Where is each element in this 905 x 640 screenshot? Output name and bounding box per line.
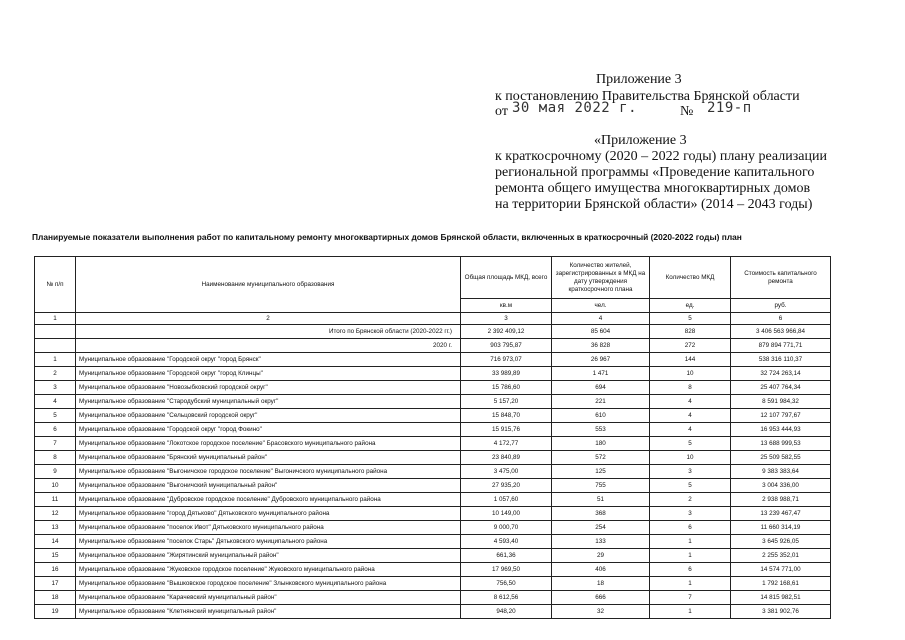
residents-cell: 26 967 bbox=[552, 353, 650, 367]
count-cell: 3 bbox=[650, 465, 731, 479]
appendix-block bbox=[495, 133, 827, 213]
appendix-line: к краткосрочному (2020 – 2022 годы) плану реализации bbox=[495, 149, 827, 164]
row-number: 11 bbox=[35, 493, 76, 507]
municipality-name: Муниципальное образование "Дубровское городское поселение" Дубровского муниципального района bbox=[76, 493, 461, 507]
column-number: 4 bbox=[552, 313, 650, 325]
row-number: 4 bbox=[35, 395, 76, 409]
row-number: 2 bbox=[35, 367, 76, 381]
cost-cell: 3 381 902,76 bbox=[731, 605, 831, 619]
count-cell: 2 bbox=[650, 493, 731, 507]
cost-cell: 11 660 314,19 bbox=[731, 521, 831, 535]
year-area: 903 795,87 bbox=[461, 339, 552, 353]
area-cell: 4 593,40 bbox=[461, 535, 552, 549]
area-cell: 33 989,89 bbox=[461, 367, 552, 381]
cost-cell: 9 383 383,64 bbox=[731, 465, 831, 479]
residents-cell: 133 bbox=[552, 535, 650, 549]
residents-cell: 610 bbox=[552, 409, 650, 423]
year-label: 2020 г. bbox=[76, 339, 461, 353]
municipality-name: Муниципальное образование "Городской округ "город Брянск" bbox=[76, 353, 461, 367]
residents-cell: 29 bbox=[552, 549, 650, 563]
table-row bbox=[35, 591, 831, 605]
area-cell: 17 969,50 bbox=[461, 563, 552, 577]
municipality-name: Муниципальное образование "Вышковское городское поселение" Злынковского муниципального района bbox=[76, 577, 461, 591]
table-row bbox=[35, 367, 831, 381]
count-cell: 7 bbox=[650, 591, 731, 605]
column-number: 3 bbox=[461, 313, 552, 325]
count-cell: 8 bbox=[650, 381, 731, 395]
cost-cell: 12 107 797,67 bbox=[731, 409, 831, 423]
table-row bbox=[35, 535, 831, 549]
area-cell: 4 172,77 bbox=[461, 437, 552, 451]
area-cell: 15 786,60 bbox=[461, 381, 552, 395]
cost-cell: 2 255 352,01 bbox=[731, 549, 831, 563]
count-cell: 5 bbox=[650, 437, 731, 451]
count-cell: 1 bbox=[650, 577, 731, 591]
row-number: 7 bbox=[35, 437, 76, 451]
cost-cell: 3 004 336,00 bbox=[731, 479, 831, 493]
resolution-reference: к постановлению Правительства Брянской области bbox=[495, 89, 800, 104]
table-row bbox=[35, 479, 831, 493]
count-cell: 10 bbox=[650, 367, 731, 381]
municipality-name: Муниципальное образование "Выгоничское городское поселение" Выгоничского муниципального района bbox=[76, 465, 461, 479]
total-cost: 3 406 563 966,84 bbox=[731, 325, 831, 339]
cost-cell: 3 645 926,05 bbox=[731, 535, 831, 549]
row-number: 3 bbox=[35, 381, 76, 395]
municipality-name: Муниципальное образование "Стародубский муниципальный округ" bbox=[76, 395, 461, 409]
appendix-line: ремонта общего имущества многоквартирных домов bbox=[495, 181, 811, 196]
count-cell: 10 bbox=[650, 451, 731, 465]
residents-cell: 572 bbox=[552, 451, 650, 465]
residents-cell: 406 bbox=[552, 563, 650, 577]
table-row bbox=[35, 437, 831, 451]
cost-cell: 25 509 582,55 bbox=[731, 451, 831, 465]
header-cost: Стоимость капитального ремонта bbox=[731, 257, 831, 299]
date-prefix: от bbox=[495, 104, 508, 119]
residents-cell: 368 bbox=[552, 507, 650, 521]
appendix-line: «Приложение 3 bbox=[594, 133, 687, 148]
area-cell: 716 973,07 bbox=[461, 353, 552, 367]
municipality-name: Муниципальное образование "Локотское городское поселение" Брасовского муниципального района bbox=[76, 437, 461, 451]
residents-cell: 221 bbox=[552, 395, 650, 409]
header-number: № п/п bbox=[35, 257, 76, 313]
area-cell: 8 612,56 bbox=[461, 591, 552, 605]
count-cell: 5 bbox=[650, 479, 731, 493]
table-row bbox=[35, 577, 831, 591]
municipality-name: Муниципальное образование "Сельцовский городской округ" bbox=[76, 409, 461, 423]
cost-cell: 25 407 764,34 bbox=[731, 381, 831, 395]
column-numbers-row bbox=[35, 313, 831, 325]
area-cell: 1 057,60 bbox=[461, 493, 552, 507]
column-number: 2 bbox=[76, 313, 461, 325]
residents-cell: 666 bbox=[552, 591, 650, 605]
table-header-row bbox=[35, 257, 831, 299]
count-cell: 6 bbox=[650, 563, 731, 577]
unit-residents: чел. bbox=[552, 299, 650, 313]
residents-cell: 254 bbox=[552, 521, 650, 535]
area-cell: 15 848,70 bbox=[461, 409, 552, 423]
table-row bbox=[35, 493, 831, 507]
row-number: 14 bbox=[35, 535, 76, 549]
count-cell: 1 bbox=[650, 605, 731, 619]
empty-cell bbox=[35, 325, 76, 339]
area-cell: 23 840,89 bbox=[461, 451, 552, 465]
table-row bbox=[35, 409, 831, 423]
row-number: 16 bbox=[35, 563, 76, 577]
row-number: 10 bbox=[35, 479, 76, 493]
municipality-name: Муниципальное образование "поселок Старь" Дятьковского муниципального района bbox=[76, 535, 461, 549]
column-number: 1 bbox=[35, 313, 76, 325]
total-count: 828 bbox=[650, 325, 731, 339]
handwritten-date: 30 мая 2022 г. bbox=[512, 100, 638, 116]
year-cost: 879 894 771,71 bbox=[731, 339, 831, 353]
area-cell: 756,50 bbox=[461, 577, 552, 591]
cost-cell: 538 316 110,37 bbox=[731, 353, 831, 367]
municipality-name: Муниципальное образование "Карачевский муниципальный район" bbox=[76, 591, 461, 605]
header-area: Общая площадь МКД, всего bbox=[461, 257, 552, 299]
area-cell: 661,36 bbox=[461, 549, 552, 563]
year-residents: 36 828 bbox=[552, 339, 650, 353]
municipality-name: Муниципальное образование "Жирятинский муниципальный район" bbox=[76, 549, 461, 563]
table-row bbox=[35, 521, 831, 535]
count-cell: 1 bbox=[650, 549, 731, 563]
total-area: 2 392 409,12 bbox=[461, 325, 552, 339]
empty-cell bbox=[35, 339, 76, 353]
row-number: 12 bbox=[35, 507, 76, 521]
table-row bbox=[35, 605, 831, 619]
row-number: 6 bbox=[35, 423, 76, 437]
residents-cell: 755 bbox=[552, 479, 650, 493]
header-residents: Количество жителей, зарегистрированных в МКД на дату утверждения краткосрочного плана bbox=[552, 257, 650, 299]
header-count: Количество МКД bbox=[650, 257, 731, 299]
municipality-name: Муниципальное образование "поселок Ивот" Дятьковского муниципального района bbox=[76, 521, 461, 535]
table-row bbox=[35, 423, 831, 437]
row-number: 17 bbox=[35, 577, 76, 591]
residents-cell: 1 471 bbox=[552, 367, 650, 381]
municipality-name: Муниципальное образование "город Дятьково" Дятьковского муниципального района bbox=[76, 507, 461, 521]
area-cell: 948,20 bbox=[461, 605, 552, 619]
count-cell: 3 bbox=[650, 507, 731, 521]
count-cell: 4 bbox=[650, 395, 731, 409]
municipality-name: Муниципальное образование "Клетнянский муниципальный район" bbox=[76, 605, 461, 619]
residents-cell: 51 bbox=[552, 493, 650, 507]
row-number: 18 bbox=[35, 591, 76, 605]
table-row bbox=[35, 451, 831, 465]
number-sign: № bbox=[680, 104, 694, 119]
unit-cost: руб. bbox=[731, 299, 831, 313]
total-label: Итого по Брянской области (2020-2022 гг.) bbox=[76, 325, 461, 339]
cost-cell: 8 591 984,32 bbox=[731, 395, 831, 409]
table-row bbox=[35, 395, 831, 409]
municipality-name: Муниципальное образование "Новозыбковский городской округ" bbox=[76, 381, 461, 395]
municipality-name: Муниципальное образование "Брянский муниципальный район" bbox=[76, 451, 461, 465]
row-number: 9 bbox=[35, 465, 76, 479]
count-cell: 6 bbox=[650, 521, 731, 535]
residents-cell: 125 bbox=[552, 465, 650, 479]
table-row bbox=[35, 549, 831, 563]
cost-cell: 14 815 982,51 bbox=[731, 591, 831, 605]
header-municipality: Наименование муниципального образования bbox=[76, 257, 461, 313]
unit-area: кв.м bbox=[461, 299, 552, 313]
table-row bbox=[35, 353, 831, 367]
row-number: 8 bbox=[35, 451, 76, 465]
column-number: 5 bbox=[650, 313, 731, 325]
municipality-name: Муниципальное образование "Городской округ "город Клинцы" bbox=[76, 367, 461, 381]
total-row bbox=[35, 325, 831, 339]
indicators-table bbox=[34, 256, 831, 619]
table-row bbox=[35, 465, 831, 479]
cost-cell: 13 688 999,53 bbox=[731, 437, 831, 451]
cost-cell: 32 724 263,14 bbox=[731, 367, 831, 381]
cost-cell: 14 574 771,00 bbox=[731, 563, 831, 577]
handwritten-number: 219-п bbox=[707, 100, 752, 116]
table-row bbox=[35, 563, 831, 577]
residents-cell: 553 bbox=[552, 423, 650, 437]
residents-cell: 180 bbox=[552, 437, 650, 451]
municipality-name: Муниципальное образование "Городской округ "город Фокино" bbox=[76, 423, 461, 437]
appendix-line: региональной программы «Проведение капитального bbox=[495, 165, 815, 180]
appendix-title: Приложение 3 bbox=[596, 72, 682, 87]
residents-cell: 694 bbox=[552, 381, 650, 395]
area-cell: 3 475,00 bbox=[461, 465, 552, 479]
row-number: 15 bbox=[35, 549, 76, 563]
cost-cell: 1 792 168,61 bbox=[731, 577, 831, 591]
area-cell: 27 935,20 bbox=[461, 479, 552, 493]
count-cell: 4 bbox=[650, 409, 731, 423]
table-row bbox=[35, 381, 831, 395]
municipality-name: Муниципальное образование "Жуковское городское поселение" Жуковского муниципального района bbox=[76, 563, 461, 577]
table-caption: Планируемые показатели выполнения работ по капитальному ремонту многоквартирных домов Брянской области, включенных в краткосрочный (2020-2022 годы) план bbox=[32, 232, 742, 242]
count-cell: 144 bbox=[650, 353, 731, 367]
row-number: 13 bbox=[35, 521, 76, 535]
cost-cell: 2 938 988,71 bbox=[731, 493, 831, 507]
row-number: 5 bbox=[35, 409, 76, 423]
area-cell: 10 149,00 bbox=[461, 507, 552, 521]
count-cell: 1 bbox=[650, 535, 731, 549]
count-cell: 4 bbox=[650, 423, 731, 437]
year-row bbox=[35, 339, 831, 353]
municipality-name: Муниципальное образование "Выгоничский муниципальный район" bbox=[76, 479, 461, 493]
area-cell: 9 000,70 bbox=[461, 521, 552, 535]
row-number: 19 bbox=[35, 605, 76, 619]
residents-cell: 18 bbox=[552, 577, 650, 591]
appendix-line: на территории Брянской области» (2014 – 2043 годы) bbox=[495, 197, 813, 212]
total-residents: 85 604 bbox=[552, 325, 650, 339]
row-number: 1 bbox=[35, 353, 76, 367]
cost-cell: 13 239 467,47 bbox=[731, 507, 831, 521]
residents-cell: 32 bbox=[552, 605, 650, 619]
column-number: 6 bbox=[731, 313, 831, 325]
area-cell: 15 915,76 bbox=[461, 423, 552, 437]
cost-cell: 16 953 444,93 bbox=[731, 423, 831, 437]
area-cell: 5 157,20 bbox=[461, 395, 552, 409]
table-row bbox=[35, 507, 831, 521]
year-count: 272 bbox=[650, 339, 731, 353]
unit-count: ед. bbox=[650, 299, 731, 313]
